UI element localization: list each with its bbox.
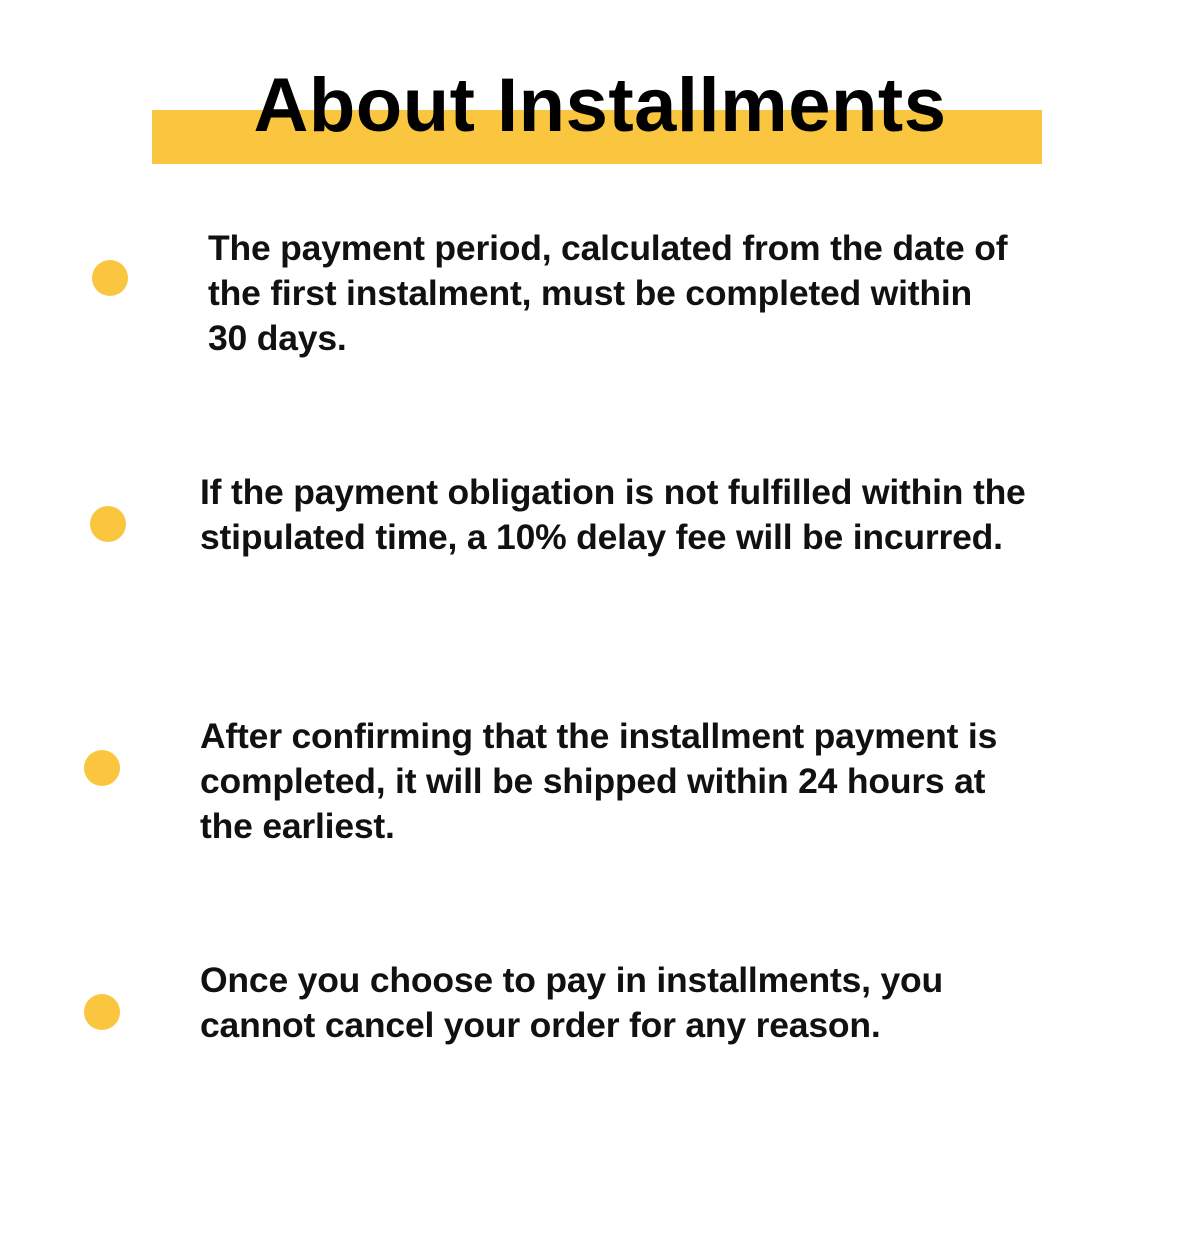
policy-list: [0, 226, 1200, 1202]
page-title: About Installments: [253, 63, 947, 148]
page-title-block: [0, 40, 1200, 150]
list-item: [0, 714, 1200, 958]
list-item: [0, 226, 1200, 470]
list-item-text: The payment period, calculated from the date of the first instalment, must be completed within 30 days.: [208, 228, 1008, 358]
list-item-text: If the payment obligation is not fulfilled within the stipulated time, a 10% delay fee will be incurred.: [200, 472, 1026, 557]
installments-info-card: [0, 40, 1200, 1240]
bullet-dot-icon: [84, 750, 120, 786]
list-item: [0, 958, 1200, 1202]
list-item: [0, 470, 1200, 714]
bullet-dot-icon: [92, 260, 128, 296]
list-item-text: After confirming that the installment payment is completed, it will be shipped within 24 hours at the earliest.: [200, 716, 998, 846]
list-item-text: Once you choose to pay in installments, you cannot cancel your order for any reason.: [200, 960, 943, 1045]
bullet-dot-container: [0, 958, 200, 1030]
bullet-dot-icon: [90, 506, 126, 542]
bullet-dot-container: [0, 714, 200, 786]
bullet-dot-icon: [84, 994, 120, 1030]
bullet-dot-container: [0, 226, 200, 296]
bullet-dot-container: [0, 470, 200, 542]
